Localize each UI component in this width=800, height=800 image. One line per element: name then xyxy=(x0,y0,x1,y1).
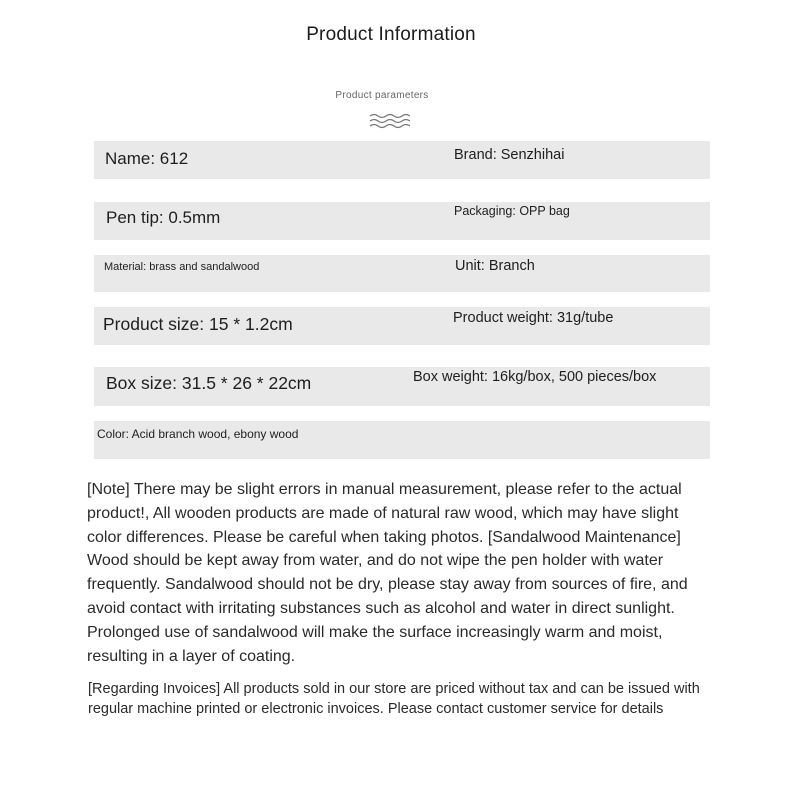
param-brand: Brand: Senzhihai xyxy=(454,147,565,163)
wave-icon xyxy=(368,112,410,130)
param-box-size: Box size: 31.5 * 26 * 22cm xyxy=(106,373,312,393)
section-subtitle: Product parameters xyxy=(335,90,429,101)
invoice-paragraph: [Regarding Invoices] All products sold in our store are priced without tax and can be issued with regular machine printed or electronic invoices. Please contact customer service for details xyxy=(88,681,700,717)
param-product-size: Product size: 15 * 1.2cm xyxy=(103,314,293,334)
page-title: Product Information xyxy=(306,24,476,45)
param-unit: Unit: Branch xyxy=(455,258,535,274)
param-row-product-size xyxy=(94,307,710,345)
param-row-material xyxy=(94,255,710,292)
param-row-box-size xyxy=(94,367,710,406)
param-packaging: Packaging: OPP bag xyxy=(454,204,570,218)
param-name: Name: 612 xyxy=(105,149,189,168)
param-row-color xyxy=(94,421,710,459)
param-product-weight: Product weight: 31g/tube xyxy=(453,310,614,326)
param-row-name xyxy=(94,141,710,179)
param-box-weight: Box weight: 16kg/box, 500 pieces/box xyxy=(413,369,657,385)
param-pen-tip: Pen tip: 0.5mm xyxy=(106,208,221,227)
param-color: Color: Acid branch wood, ebony wood xyxy=(97,427,299,441)
param-material: Material: brass and sandalwood xyxy=(104,261,260,273)
param-row-pen-tip xyxy=(94,202,710,240)
note-paragraph: [Note] There may be slight errors in manual measurement, please refer to the actual product!, All wooden products are made of natural raw wood, which may have slight color differences. Please be careful when taking photos. [Sandalwood Maintenance] Wood should be kept away from water, and do not wipe the pen holder with water frequently. Sandalwood should not be dry, please stay away from sources of fire, and avoid contact with irritating substances such as alcohol and water in direct sunlight. Prolonged use of sandalwood will make the surface increasingly warm and moist, resulting in a layer of coating. xyxy=(87,481,688,665)
